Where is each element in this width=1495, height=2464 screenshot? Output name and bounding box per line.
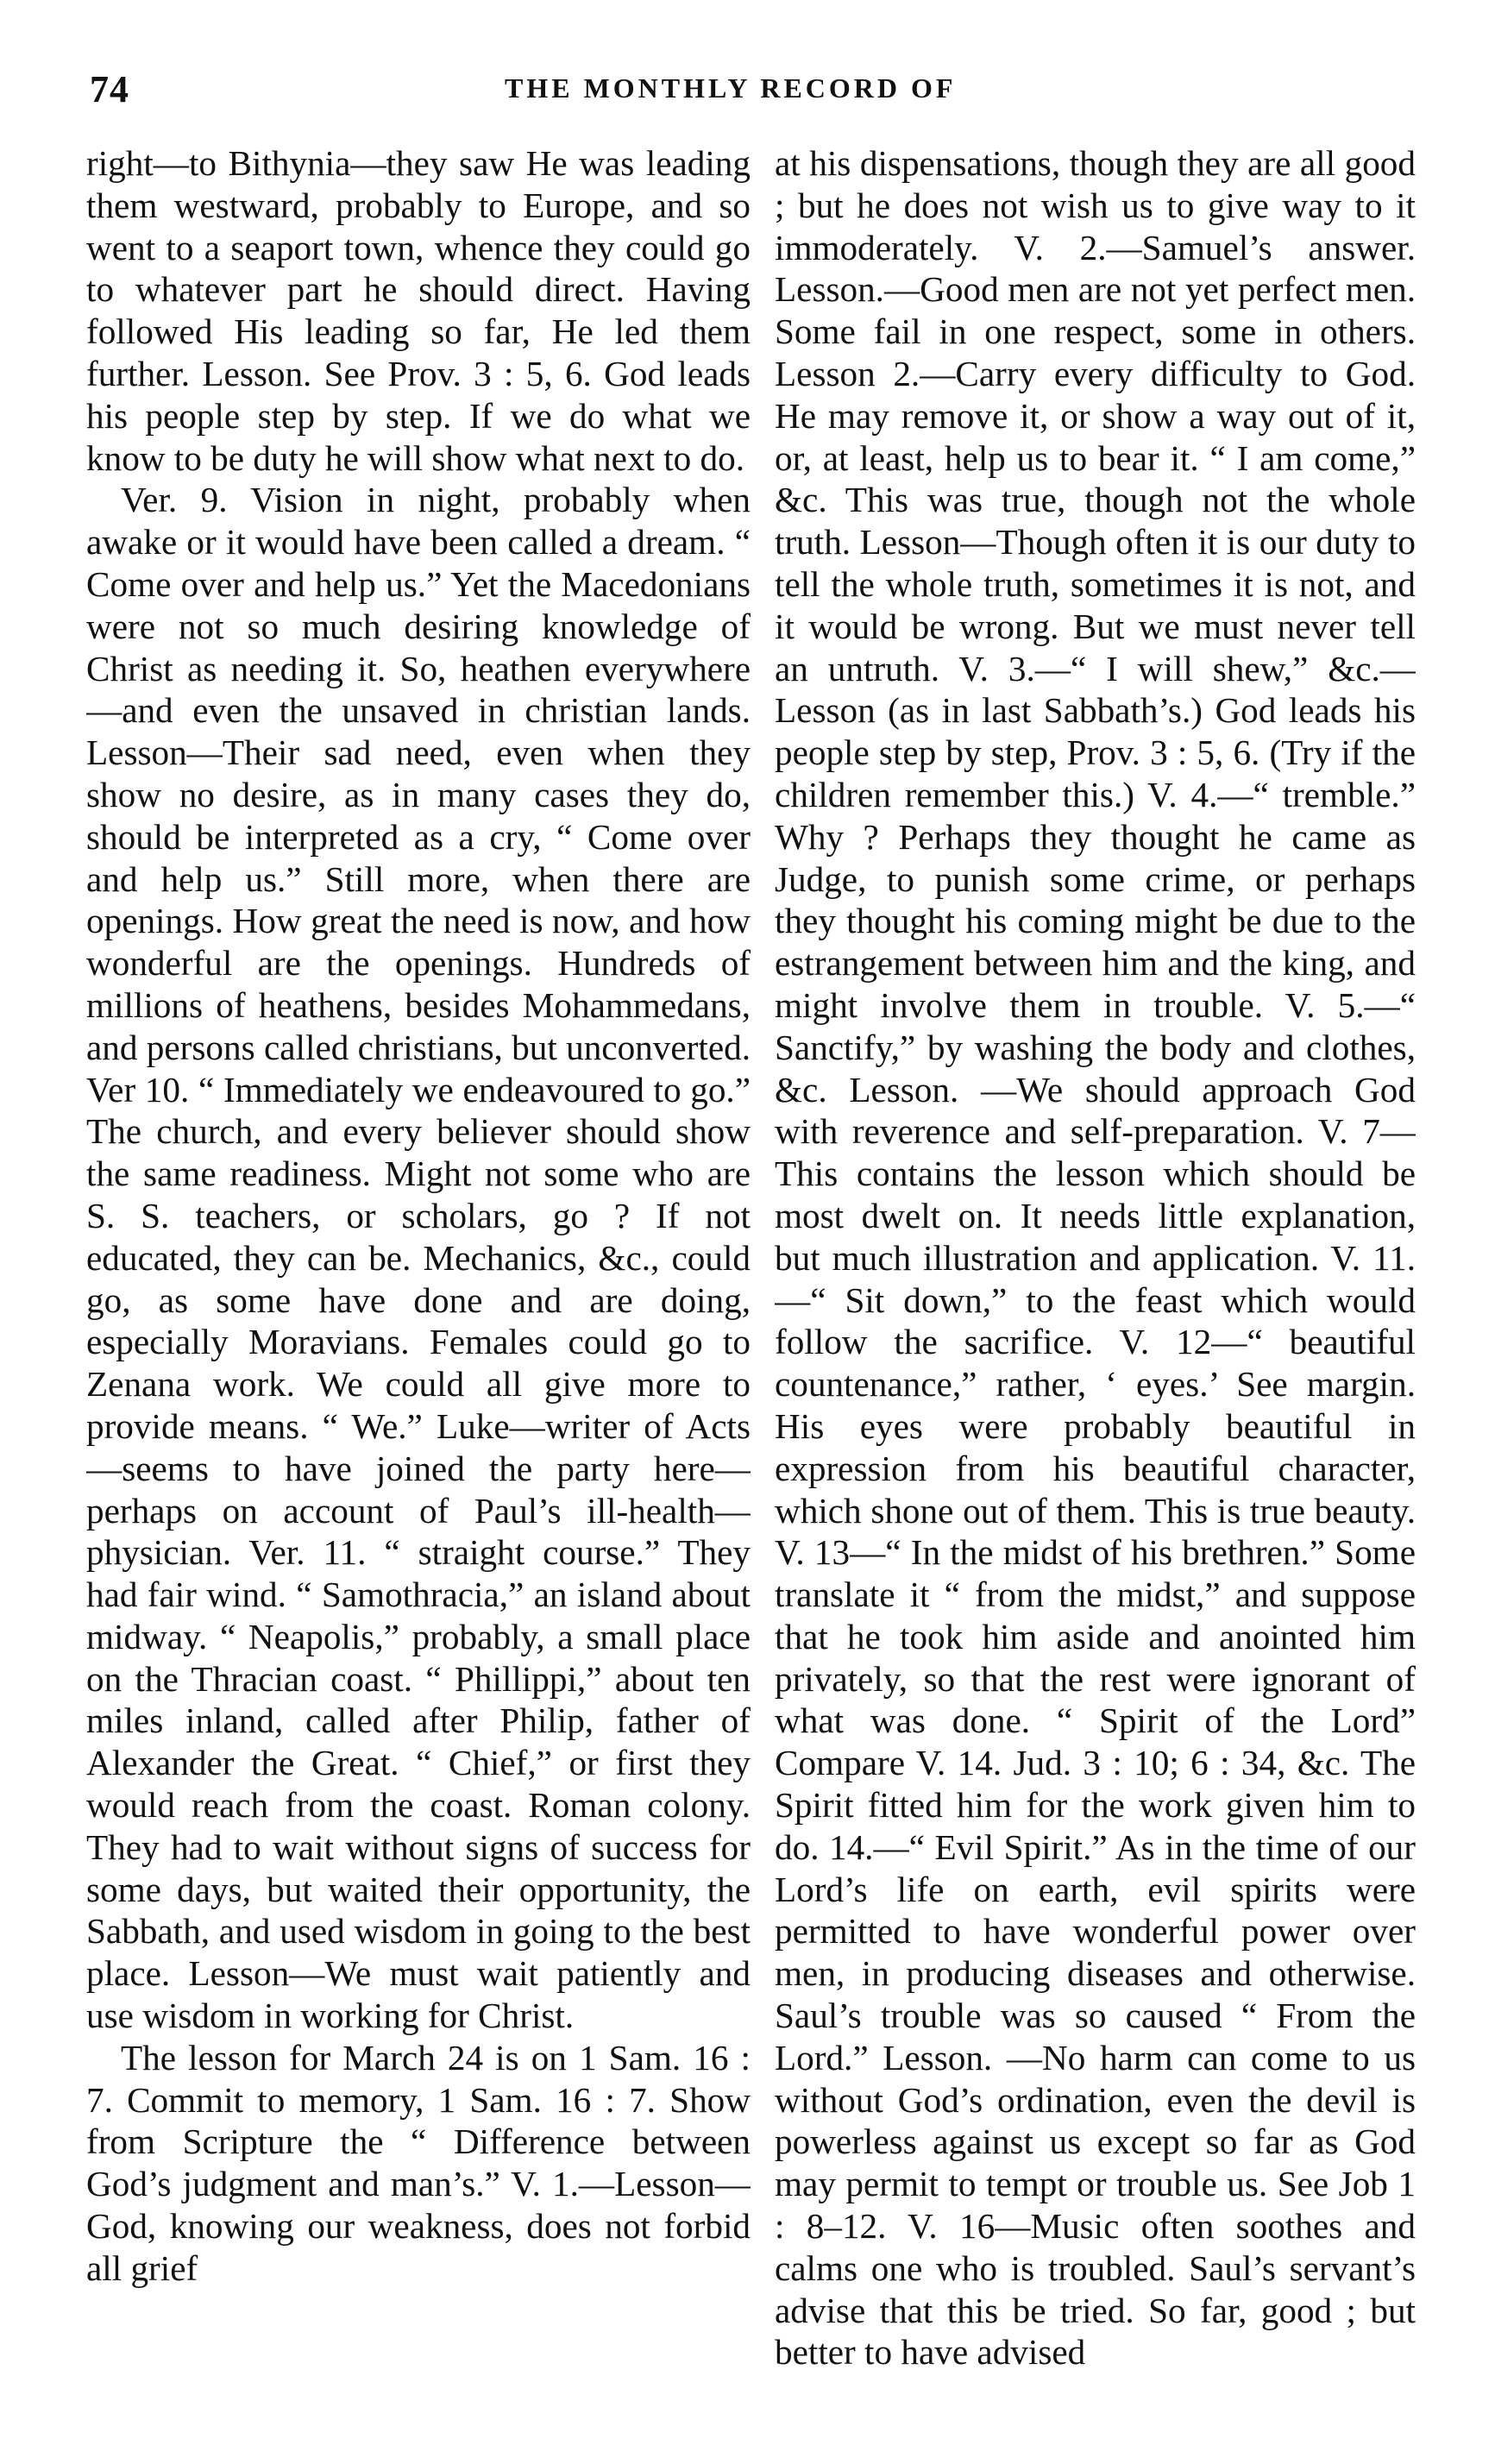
paragraph: right—to Bithynia—they saw He was leading them westward, probably to Europe, and so went to a seaport town, whence they could go to whatever part he should direct. Having followed His leading so far, He led them further. Lesson. See Prov. 3 : 5, 6. God leads his people step by step. If we do what we know to be duty he will show what next to do. xyxy=(86,143,751,478)
page-header xyxy=(0,67,1495,119)
right-column xyxy=(775,142,1416,2437)
left-column xyxy=(86,142,751,2437)
paragraph: The lesson for March 24 is on 1 Sam. 16 : 7. Commit to memory, 1 Sam. 16 : 7. Show from Scripture the “ Difference between God’s judgment and man’s.” V. 1.—Lesson—God, knowing our weakness, does not forbid all grief xyxy=(86,2037,751,2288)
paragraph: Ver. 9. Vision in night, probably when awake or it would have been called a dream. “ Come over and help us.” Yet the Macedonians were not so much desiring knowledge of Christ as needing it. So, heathen everywhere—and even the unsaved in christian lands. Lesson—Their sad need, even when they show no desire, as in many cases they do, should be interpreted as a cry, “ Come over and help us.” Still more, when there are openings. How great the need is now, and how wonderful are the openings. Hundreds of millions of heathens, besides Mohammedans, and persons called christians, but unconverted. Ver 10. “ Immediately we endeavoured to go.” The church, and every believer should show the same readiness. Might not some who are S. S. teachers, or scholars, go ? If not educated, they can be. Mechanics, &c., could go, as some have done and are doing, especially Moravians. Females could go to Zenana work. We could all give more to provide means. “ We.” Luke—writer of Acts—seems to have joined the party here—perhaps on account of Paul’s ill-health—physician. Ver. 11. “ straight course.” They had fair wind. “ Samothracia,” an island about midway. “ Neapolis,” probably, a small place on the Thracian coast. “ Phillippi,” about ten miles inland, called after Philip, father of Alexander the Great. “ Chief,” or first they would reach from the coast. Roman colony. They had to wait without signs of success for some days, but waited their opportunity, the Sabbath, and used wisdom in going to the best place. Lesson—We must wait patiently and use wisdom in working for Christ. xyxy=(86,480,751,2036)
paragraph: at his dispensations, though they are all good ; but he does not wish us to give way to it immoderately. V. 2.—Samuel’s answer. Lesson.—Good men are not yet perfect men. Some fail in one respect, some in others. Lesson 2.—Carry every difficulty to God. He may remove it, or show a way out of it, or, at least, help us to bear it. “ I am come,” &c. This was true, though not the whole truth. Lesson—Though often it is our duty to tell the whole truth, sometimes it is not, and it would be wrong. But we must never tell an untruth. V. 3.—“ I will shew,” &c.—Lesson (as in last Sabbath’s.) God leads his people step by step, Prov. 3 : 5, 6. (Try if the children remember this.) V. 4.—“ tremble.” Why ? Perhaps they thought he came as Judge, to punish some crime, or perhaps they thought his coming might be due to the estrangement between him and the king, and might involve them in trouble. V. 5.—“ Sanctify,” by washing the body and clothes, &c. Lesson. —We should approach God with reverence and self-preparation. V. 7—This contains the lesson which should be most dwelt on. It needs little explanation, but much illustration and application. V. 11.—“ Sit down,” to the feast which would follow the sacrifice. V. 12—“ beautiful countenance,” rather, ‘ eyes.’ See margin. His eyes were probably beautiful in expression from his beautiful character, which shone out of them. This is true beauty. V. 13—“ In the midst of his brethren.” Some translate it “ from the midst,” and suppose that he took him aside and anointed him privately, so that the rest were ignorant of what was done. “ Spirit of the Lord” Compare V. 14. Jud. 3 : 10; 6 : 34, &c. The Spirit fitted him for the work given him to do. 14.—“ Evil Spirit.” As in the time of our Lord’s life on earth, evil spirits were permitted to have wonderful power over men, in producing diseases and otherwise. Saul’s trouble was so caused “ From the Lord.” Lesson. —No harm can come to us without God’s ordination, even the devil is powerless against us except so far as God may permit to tempt or trouble us. See Job 1 : 8–12. V. 16—Music often soothes and calms one who is troubled. Saul’s servant’s advise that this be tried. So far, good ; but better to have advised xyxy=(775,143,1416,2373)
page-number: 74 xyxy=(90,68,129,110)
running-title: THE MONTHLY RECORD OF xyxy=(505,72,957,104)
